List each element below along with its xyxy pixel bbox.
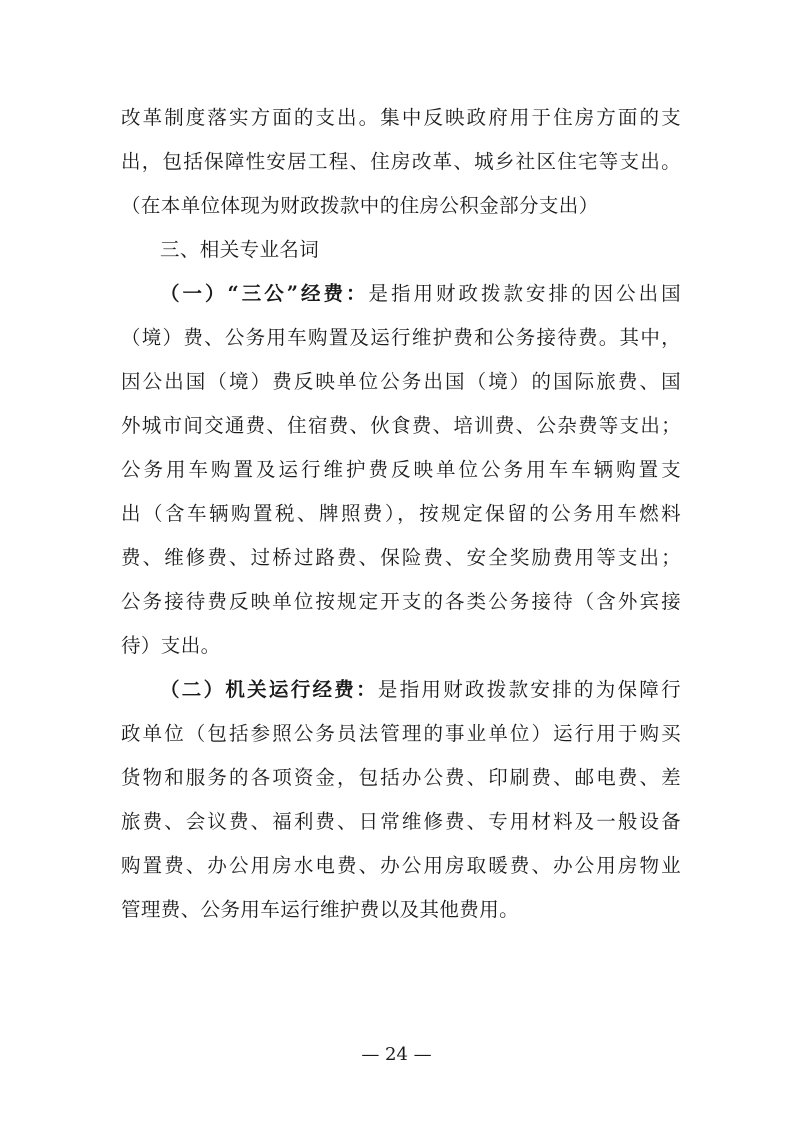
section-heading: 三、相关专业名词	[160, 238, 320, 261]
body-text-line: 待）支出。	[121, 634, 221, 657]
body-text-line: （在本单位体现为财政拨款中的住房公积金部分支出）	[121, 194, 599, 217]
body-text-line: 公务用车购置及运行维护费反映单位公务用车车辆购置支	[121, 458, 681, 481]
body-text-line: 因公出国（境）费反映单位公务出国（境）的国际旅费、国	[121, 370, 681, 393]
body-text-line: 购置费、办公用房水电费、办公用房取暖费、办公用房物业	[121, 854, 681, 877]
term-2-heading: （二）机关运行经费：	[160, 678, 378, 701]
body-text-line: （境）费、公务用车购置及运行维护费和公务接待费。其中，	[121, 326, 681, 349]
body-text-line: 出（含车辆购置税、牌照费），按规定保留的公务用车燃料	[121, 502, 681, 525]
term-1-definition-start: 是指用财政拨款安排的因公出国	[368, 282, 681, 305]
body-text-line: 旅费、会议费、福利费、日常维修费、专用材料及一般设备	[121, 810, 681, 833]
body-text-line: 管理费、公务用车运行维护费以及其他费用。	[121, 898, 520, 921]
body-text-line: 出，包括保障性安居工程、住房改革、城乡社区住宅等支出。	[121, 150, 681, 173]
body-text-line: 货物和服务的各项资金，包括办公费、印刷费、邮电费、差	[121, 766, 681, 789]
term-2-definition-start: 是指用财政拨款安排的为保障行	[377, 678, 681, 701]
body-text-line: 政单位（包括参照公务员法管理的事业单位）运行用于购买	[121, 722, 681, 745]
body-text-line: 费、维修费、过桥过路费、保险费、安全奖励费用等支出；	[121, 546, 681, 569]
term-1-first-line	[160, 281, 681, 307]
term-1-heading: （一）“三公”经费：	[160, 282, 369, 305]
body-text-line: 外城市间交通费、住宿费、伙食费、培训费、公杂费等支出；	[121, 414, 681, 437]
term-2-first-line	[160, 677, 681, 703]
body-text-line: 改革制度落实方面的支出。集中反映政府用于住房方面的支	[121, 106, 681, 129]
body-text-line: 公务接待费反映单位按规定开支的各类公务接待（含外宾接	[121, 590, 681, 613]
page-number: — 24 —	[361, 1044, 432, 1065]
